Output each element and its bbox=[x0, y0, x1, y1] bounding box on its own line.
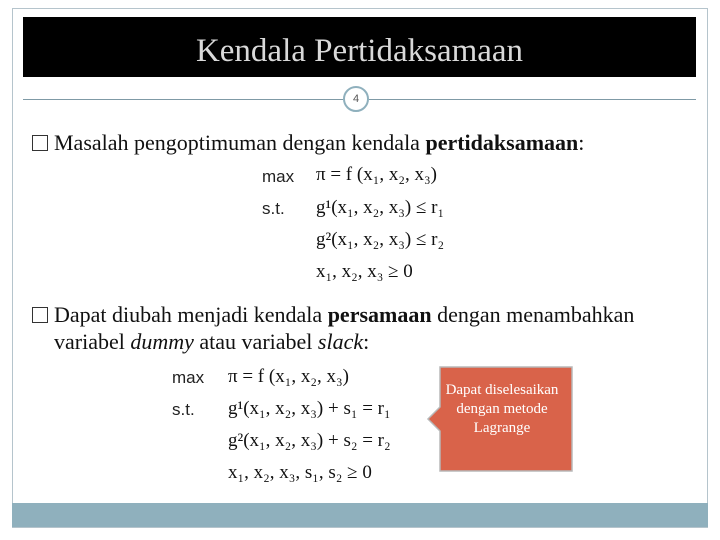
model1-constraint-1: g¹(x₁, x₂, x₃) ≤ r₁ bbox=[316, 197, 445, 218]
slide-title: Kendala Pertidaksamaan bbox=[23, 17, 696, 77]
checkbox-icon bbox=[32, 135, 48, 151]
checkbox-icon bbox=[32, 307, 48, 323]
callout-box bbox=[426, 365, 578, 475]
bullet-2-line2-d: slack bbox=[317, 329, 364, 354]
bullet-2-line1-c: dengan menambahkan bbox=[431, 302, 635, 327]
bullet-1-text-b: pertidaksamaan bbox=[425, 130, 579, 155]
divider-left bbox=[23, 99, 343, 100]
bullet-2-line2-e: : bbox=[363, 329, 370, 354]
callout-text: Dapat diselesaikan dengan metode Lagrange bbox=[445, 382, 559, 436]
footer-bar bbox=[12, 503, 708, 527]
model1-nonneg: x₁, x₂, x₃ ≥ 0 bbox=[316, 261, 413, 282]
bullet-1-text-a: Masalah pengoptimuman dengan kendala bbox=[54, 130, 426, 155]
model2-constraint-1: g¹(x₁, x₂, x₃) + s₁ = r₁ bbox=[228, 398, 391, 419]
bullet-2-line2-a: variabel bbox=[54, 329, 131, 354]
model2-constraint-2: g²(x₁, x₂, x₃) + s₂ = r₂ bbox=[228, 430, 391, 451]
bullet-2-line-2 bbox=[54, 329, 369, 355]
model2-objective: π = f (x₁, x₂, x₃) bbox=[228, 366, 349, 387]
model1-st-label: s.t. bbox=[262, 199, 285, 218]
bullet-2 bbox=[32, 302, 634, 328]
model2-st-label: s.t. bbox=[172, 400, 195, 419]
model1-objective: π = f (x₁, x₂, x₃) bbox=[316, 164, 437, 185]
bullet-1-text-c: : bbox=[578, 130, 585, 155]
bullet-2-line2-b: dummy bbox=[130, 329, 194, 354]
model1-constraint-2: g²(x₁, x₂, x₃) ≤ r₂ bbox=[316, 229, 445, 250]
bullet-2-line1-b: persamaan bbox=[327, 302, 432, 327]
model2-nonneg: x₁, x₂, x₃, s₁, s₂ ≥ 0 bbox=[228, 462, 372, 483]
divider-right bbox=[369, 99, 696, 100]
bullet-2-line1-a: Dapat diubah menjadi kendala bbox=[54, 302, 328, 327]
bullet-2-line2-c: atau variabel bbox=[193, 329, 318, 354]
slide-number: 4 bbox=[343, 86, 369, 112]
bullet-1 bbox=[32, 130, 584, 156]
model2-max-label: max bbox=[172, 368, 205, 387]
model1-max-label: max bbox=[262, 167, 295, 186]
